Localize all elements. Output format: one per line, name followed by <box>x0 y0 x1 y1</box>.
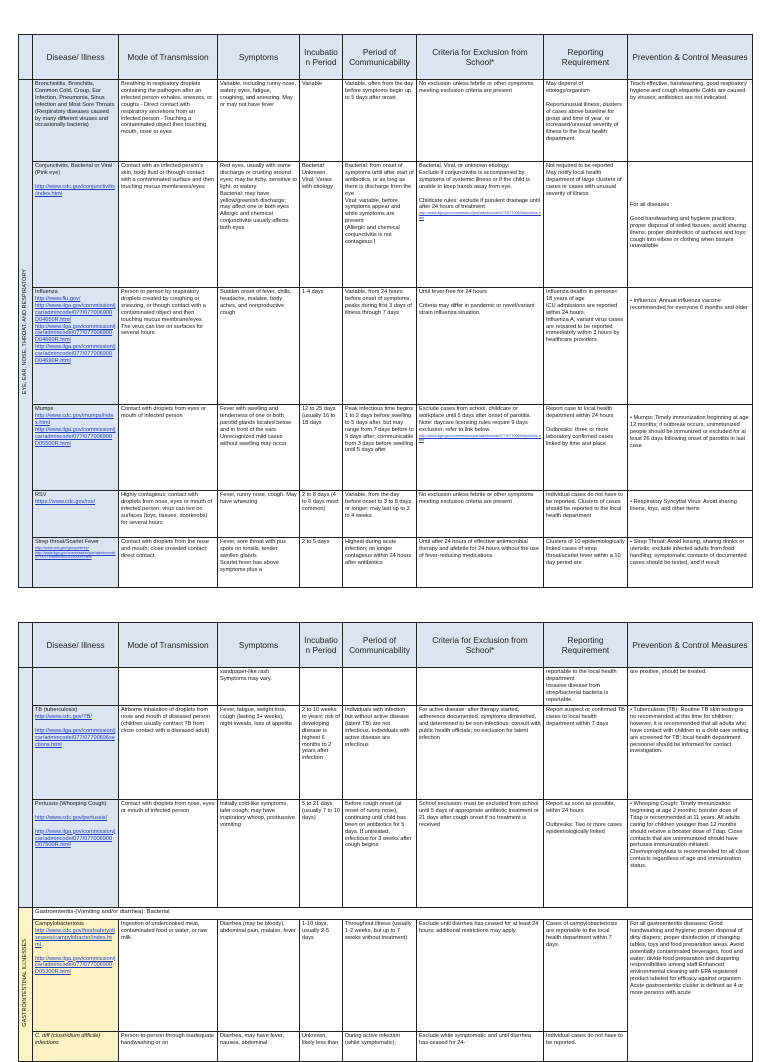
disease-cell <box>33 288 119 405</box>
incubation-cell: 5 to 21 days (usually 7 to 10 days) <box>300 800 343 908</box>
incubation-cell: 2 to 5 days <box>300 538 343 588</box>
exclusion-cell <box>417 668 544 706</box>
exclusion-cell: No exclusion unless febrile or other symptoms meeting exclusion criteria are present <box>417 80 544 162</box>
prevention-cell: • Tuberculosis (TB): Routine TB skin testing is no recommended at this time for children; however, it is recommended that all adults who have contact with children in a child care setting are screened for TB; local health department personnel should be informed for contact investigation. <box>628 706 753 800</box>
table-header-row <box>19 623 753 668</box>
header-reporting: Reporting Requirement <box>544 623 628 668</box>
disease-link[interactable]: http://www.cdc.gov/TB/ <box>35 713 92 720</box>
prevention-cell: For all gastroenteritis diseases: Good handwashing and hygiene; proper disposal of dirty diapers; proper disinfection of changing tables, toys and food preparation areas. Avoid potentially contaminated beverages, food and water; divide food preparation and diapering responsibilities among staff Enhanced environmental cleaning with EPA registered product labeled for efficacy against organism Acute gastroenteritis cluster is defined as 4 or more persons with acute <box>628 920 753 1062</box>
communicability-cell: Before cough onset (at onset of runny nose), continuing until child has been on antibiotics for 5 days. If untreated, infectious for 3 weeks after cough begins <box>343 800 417 908</box>
table-row <box>19 405 753 491</box>
symptoms-cell: Diarrhea, may have fever, nausea, abdominal <box>218 1032 300 1062</box>
disease-link[interactable]: http://www.ilga.gov/commission/jcar/admincode/077/07700696sections.html <box>35 727 116 748</box>
disease-link[interactable]: http://www.ilga.gov/commission/jcar/admincode/077/077006900D07500R.html <box>35 828 116 849</box>
disease-link[interactable]: http://www.ilga.gov/commission/jcar/admincode/077/077006900D04660R.html <box>35 323 116 344</box>
disease-link[interactable]: http://www.cdc.gov/foodsafety/diseases/campylobacter/index.html <box>35 927 115 948</box>
disease-cell <box>33 405 119 491</box>
header-disease: Disease/ Illness <box>33 35 119 80</box>
communicability-cell: Peak infectious time begins 1 to 2 days before swelling to 5 days after, but may range from 7 days before to 9 days after; communicable from 3 days before swelling until 5 days after <box>343 405 417 491</box>
disease-link[interactable]: http://www.ilga.gov/commission/jcar/admincode/077/077006900D05300R.html <box>35 955 116 976</box>
disease-table-part-1 <box>18 34 753 588</box>
symptoms-cell: Sudden onset of fever, chills, headache, malaise, body aches, and nonproductive cough <box>218 288 300 405</box>
communicability-cell: During active infection (while symptomatic); <box>343 1032 417 1062</box>
disease-cell <box>33 80 119 162</box>
exclusion-text: Bacterial, Viral, or unknown etiology: Exclude if conjunctivitis is accompanied by symptoms of systemic illness or if the child is unable to keep hands away from eye. Childcare rules: exclude if purulent drainage until after 24 hours of treatment <box>419 163 540 211</box>
reporting-cell: Individual cases do not have to be reported. Clusters of cases should be reported to the local health department <box>544 491 628 538</box>
header-incubation: Incubation Period <box>300 623 343 668</box>
category-label: GASTROINTESTINAL ILLNESSES <box>22 939 29 1027</box>
table-row <box>19 80 753 162</box>
disease-link[interactable]: https://www.cdc.gov/rsv/ <box>35 498 95 505</box>
category-cell <box>19 80 33 588</box>
header-exclusion: Criteria for Exclusion from School* <box>417 35 544 80</box>
disease-name: Mumps <box>35 406 54 412</box>
exclusion-cell <box>417 162 544 288</box>
table-row <box>19 491 753 538</box>
header-symptoms: Symptoms <box>218 623 300 668</box>
header-prevention: Prevention & Control Measures <box>628 623 753 668</box>
disease-name: C. diff (clostridium difficile) infections <box>35 1033 101 1046</box>
table-row <box>19 288 753 405</box>
symptoms-cell: Variable, including runny nose, watery eyes, fatigue, coughing, and sneezing. May or may not have fever <box>218 80 300 162</box>
header-disease: Disease/ Illness <box>33 623 119 668</box>
reporting-cell: Individual cases do not have to be reported. <box>544 1032 628 1062</box>
reporting-cell: Report as soon as possible, within 24 hours Outbreaks: Two or more cases epidemiologically linked <box>544 800 628 908</box>
header-exclusion: Criteria for Exclusion from School* <box>417 623 544 668</box>
transmission-cell: Ingestion of undercooked meat, contaminated food or water, or raw milk <box>119 920 218 1032</box>
incubation-cell: Variable <box>300 80 343 162</box>
transmission-cell: Contact with droplets from eyes or mouth of infected person <box>119 405 218 491</box>
exclusion-cell: For active disease: after therapy started, adherence documented, symptoms diminished, and determined to be non-infectious; consult with public health officials; no exclusion for latent infection <box>417 706 544 800</box>
transmission-cell: Breathing in respiratory droplets containing the pathogen after an infected person exhales, sneezes, or coughs - Direct contact with respiratory secretions from an infected person - Touching a contaminated object then touching mouth, nose or eyes <box>119 80 218 162</box>
exclusion-cell: Until fever-free for 24 hours Criteria may differ in pandemic or novel/variant strain influenza situation. <box>417 288 544 405</box>
header-transmission: Mode of Transmission <box>119 623 218 668</box>
exclusion-cell: No exclusion unless febrile or other symptoms meeting exclusion criteria are present <box>417 491 544 538</box>
header-communicability: Period of Communicability <box>343 35 417 80</box>
exclusion-cell: Exclude while symptomatic and until diarrhea has ceased for 24- <box>417 1032 544 1062</box>
transmission-cell: Highly contagious; contact with droplets from nose, eyes or mouth of infected person; virus can live on surfaces (toys, tissues, doorknobs) for several hours <box>119 491 218 538</box>
disease-name: Bronchiolitis, Bronchitis, Common Cold, Croup, Ear Infection, Pneumonia, Sinus Infection and Most Sore Throats (Respiratory diseases caused by many different viruses and occasionally bacteria) <box>35 81 115 129</box>
exclusion-cell: School exclusion: must be excluded from school until 5 days of appropriate antibiotic treatment or 21 days after cough onset if no treatment is received <box>417 800 544 908</box>
transmission-cell: Person to person by respiratory droplets created by coughing or sneezing, or though contact with a contaminated object and then touching mucus membrane/eyes The virus can live on surfaces for several hours. <box>119 288 218 405</box>
exclusion-link[interactable]: http://www.ilga.gov/commission/jcar/admincode/077/07700690sections.html <box>419 211 541 220</box>
reporting-cell: May depend of etiology/organism Reportunusual illness, clusters of cases above baseline for group and time of year, or increased/unusual severity of illness to the local health department <box>544 80 628 162</box>
header-symptoms: Symptoms <box>218 35 300 80</box>
symptoms-cell: Fever with swelling and tenderness of one or both parotid glands located below and in front of the ears Unrecognized mild cases without swelling may occur. <box>218 405 300 491</box>
incubation-cell: Unknown, likely less than <box>300 1032 343 1062</box>
prevention-cell: • Strep Throat: Avoid kissing, sharing drinks or utensils; exclude infected adults from food handling; symptomatic contacts of documented cases should be tested, and if result <box>628 538 753 588</box>
disease-name: TB (tuberculosis) <box>35 707 78 713</box>
symptoms-cell: Fever, sore throat with pus spots on tonsils, tender swollen glands Scarlet fever has above symptoms plus a <box>218 538 300 588</box>
disease-link[interactable]: http://www.ilga.gov/commission/jcar/admincode/077/077006900D05500R.html <box>35 426 116 447</box>
exclusion-cell: Until after 24 hours of effective antimicrobial therapy and afebrile for 24 hours without the use of fever-reducing medications <box>417 538 544 588</box>
disease-name: Strep throat/Scarlet Fever <box>35 539 100 545</box>
symptoms-cell: Initially cold-like symptoms, later cough; may have inspiratory whoop, posttussive vomiting <box>218 800 300 908</box>
transmission-cell: Person-to-person through inadequate handwashing or on <box>119 1032 218 1062</box>
corner-cell <box>19 623 33 668</box>
disease-link[interactable]: http://www.ilga.gov/commission/jcar/admincode/077/077006900A11410000R.html <box>35 550 116 560</box>
incubation-cell: 1-4 days <box>300 288 343 405</box>
communicability-cell: Variable, often from the day before symptoms begin up to 5 days after onset <box>343 80 417 162</box>
table-row <box>19 538 753 588</box>
category-cell <box>19 668 33 908</box>
incubation-cell: 12 to 25 days (usually 16 to 18 days <box>300 405 343 491</box>
symptoms-cell: Fever, fatigue, weight loss, cough (lasting 3+ weeks), night sweats, loss of appetite <box>218 706 300 800</box>
symptoms-cell: Fever, runny nose, cough. May have wheezing <box>218 491 300 538</box>
incubation-cell: Bacterial: Unknown. Viral: Varies with etiology <box>300 162 343 288</box>
transmission-cell: Contact with droplets from the nose and mouth; close crowded contact; direct contact <box>119 538 218 588</box>
prevention-cell: • Influenza: Annual influenza vaccine recommended for everyone 6 months and older <box>628 288 753 405</box>
transmission-cell <box>119 668 218 706</box>
disease-cell <box>33 491 119 538</box>
communicability-cell: Variable, from the day before onset to 3 to 8 days or longer; may last up to 3 to 4 weeks <box>343 491 417 538</box>
disease-name: Conjunctivitis, Bacterial or Viral (Pink eye) <box>35 163 112 176</box>
communicability-cell: Throughout illness (usually 1-2 weeks, but up to 7 weeks without treatment) <box>343 920 417 1032</box>
prevention-cell: are positive, should be treated. <box>628 668 753 706</box>
disease-cell <box>33 162 119 288</box>
incubation-cell: 1-10 days, usually 2-5 days <box>300 920 343 1032</box>
prevention-cell: • Mumps: Timely immunization beginning at age 12 months; if outbreak occurs, unimmunized people should be immunized or excluded for at least 26 days following onset of parotitis in last case <box>628 405 753 491</box>
table-row <box>19 706 753 800</box>
disease-name: Campylobacteriosis <box>35 921 84 927</box>
disease-cell <box>33 668 119 706</box>
table-row <box>19 800 753 908</box>
prevention-cell: • Whooping Cough: Timely immunization beginning at age 2 months; booster dose of Tdap is recommended at 11 years. All adults caring for children younger than 12 months should receive a booster dose of Tdap. Close contacts that are unimmunized should have pertussis immunization initiated. Chemoprophylaxis is recommended for all close contacts regardless of age and immunization status. <box>628 800 753 908</box>
exclusion-cell: Exclude until diarrhea has ceased for at least 24 hours; additional restrictions may apply. <box>417 920 544 1032</box>
communicability-cell: Bacterial: from onset of symptoms until after start of antibiotics, or as long as there is discharge from the eye Viral: variable, before symptoms appear and while symptoms are present (Allergic and chemical conjunctivitis is not contagious.) <box>343 162 417 288</box>
prevention-cell: • Respiratory Syncytial Virus: Avoid sharing linens, toys, and other items <box>628 491 753 538</box>
header-transmission: Mode of Transmission <box>119 35 218 80</box>
symptoms-cell: Diarrhea (may be bloody), abdominal pain, malaise, fever <box>218 920 300 1032</box>
header-incubation: Incubation Period <box>300 35 343 80</box>
disease-name: RSV <box>35 492 47 498</box>
disease-link[interactable]: http://www.cdc.gov/mumps/index.html <box>35 412 114 426</box>
header-communicability: Period of Communicability <box>343 623 417 668</box>
incubation-cell: 2 to 10 weeks to years; risk of developing disease is highest 6 months to 2 years after infection <box>300 706 343 800</box>
reporting-cell: reportable to the local health department Invasive disease from strep/bacterial bacteria is reportable. <box>544 668 628 706</box>
transmission-cell: Airborne inhalation of droplets from nose and mouth of diseased person (children usually contract TB from close contact with a diseased adult) <box>119 706 218 800</box>
disease-name: Pertussis (Whooping Cough) <box>35 801 107 807</box>
category-label: EYE, EAR, NOSE, THROAT, AND RESPIRATORY <box>22 269 29 395</box>
disease-link[interactable]: http://www.ilga.gov/commission/jcar/admincode/077/077006900D04690R.html <box>35 344 116 365</box>
exclusion-text: Exclude cases from school, childcare or workplace until 5 days after onset of parotitis. Note: daycare licensing rules require 9 days exclusion; refer to link below. <box>419 406 531 433</box>
prevention-cell: For all diseases : Good handwashing and hygiene practices; proper disposal of soiled tissues; avoid sharing linens; proper disinfection of surfaces and toys; cough into elbow or clothing when tissues unavailable <box>628 162 753 288</box>
transmission-cell: Contact with an infected person's skin, body fluid or through contact with a contaminated surface and then touching mucus membranes/eyes <box>119 162 218 288</box>
incubation-cell: 2 to 8 days (4 to 6 days most common) <box>300 491 343 538</box>
header-reporting: Reporting Requirement <box>544 35 628 80</box>
reporting-cell: Not required to be reported May notify local health department of large clusters of cases or cases with unusual severity of illness <box>544 162 628 288</box>
header-prevention: Prevention & Control Measures <box>628 35 753 80</box>
disease-table-part-2 <box>18 622 753 1062</box>
reporting-cell: Cases of campylobacteriosis are reportable to the local health department within 7 days. <box>544 920 628 1032</box>
communicability-cell <box>343 668 417 706</box>
reporting-cell: Report suspect or confirmed TB cases to local health department within 7 days <box>544 706 628 800</box>
reporting-cell: Clusters of 10 epidemiologically linked cases of strep throat/scarlet fever within a 10 day period are <box>544 538 628 588</box>
disease-name: Influenza <box>35 289 58 295</box>
section-header-row <box>19 908 753 920</box>
communicability-cell: Individuals with infection but without active disease (latent TB) are not infectious. Individuals with active disease are infectious <box>343 706 417 800</box>
table-row <box>19 162 753 288</box>
disease-link[interactable]: http://www.cdc.gov/groupastrep/ <box>35 545 90 550</box>
communicability-cell: Highest during acute infection; no longer contagious within 24 hours after antibiotics <box>343 538 417 588</box>
disease-link[interactable]: http://www.cdc.gov/conjunctivitis/index.html <box>35 183 115 197</box>
category-cell <box>19 908 33 1062</box>
transmission-cell: Contact with droplets from nose, eyes or mouth of infected person <box>119 800 218 908</box>
disease-cell <box>33 538 119 588</box>
disease-link[interactable]: http://www.ilga.gov/commission/jcar/admincode/077/077006900D04650R.html <box>35 302 116 323</box>
disease-cell <box>33 1032 119 1062</box>
disease-link[interactable]: http://www.flu.gov/ <box>35 295 81 302</box>
symptoms-cell: sandpaper-like rash Symptoms may vary. <box>218 668 300 706</box>
disease-link[interactable]: http://www.cdc.gov/pertussis/ <box>35 814 108 821</box>
corner-cell <box>19 35 33 80</box>
exclusion-cell <box>417 405 544 491</box>
disease-cell <box>33 706 119 800</box>
symptoms-cell: Red eyes, usually with some discharge or crusting around eyes; may be itchy, sensitive to light, or watery Bacterial: may have yellow/greenish discharge; may affect one or both eyes Allergic and chemical conjunctivitis usually affects both eyes <box>218 162 300 288</box>
table-header-row <box>19 35 753 80</box>
disease-cell <box>33 800 119 908</box>
incubation-cell <box>300 668 343 706</box>
prevention-cell: Teach effective, handwashing, good respiratory hygiene and cough etiquette Colds are caused by viruses; antibiotics are not indicated. <box>628 80 753 162</box>
reporting-cell: Report case to local health department within 24 hours Outbreaks: three or more laboratory confirmed cases linked by time and place <box>544 405 628 491</box>
disease-cell <box>33 920 119 1032</box>
table-row <box>19 668 753 706</box>
table-row <box>19 920 753 1032</box>
section-title: Gastroenteritis-(Vomiting and/or diarrhea): Bacterial <box>33 908 753 920</box>
exclusion-link[interactable]: http://www.ilga.gov/commission/jcar/admincode/077/07700690sections.html <box>419 433 541 443</box>
reporting-cell: Influenza deaths in persons< 18 years of age ICU admissions are reported within 24 hours. Influenza A, variant virus cases are required to be reported immediately within 3 hours by healthcare providers. <box>544 288 628 405</box>
communicability-cell: Variable, from 24 hours before onset of symptoms, peaks during first 3 days of illness through 7 days <box>343 288 417 405</box>
